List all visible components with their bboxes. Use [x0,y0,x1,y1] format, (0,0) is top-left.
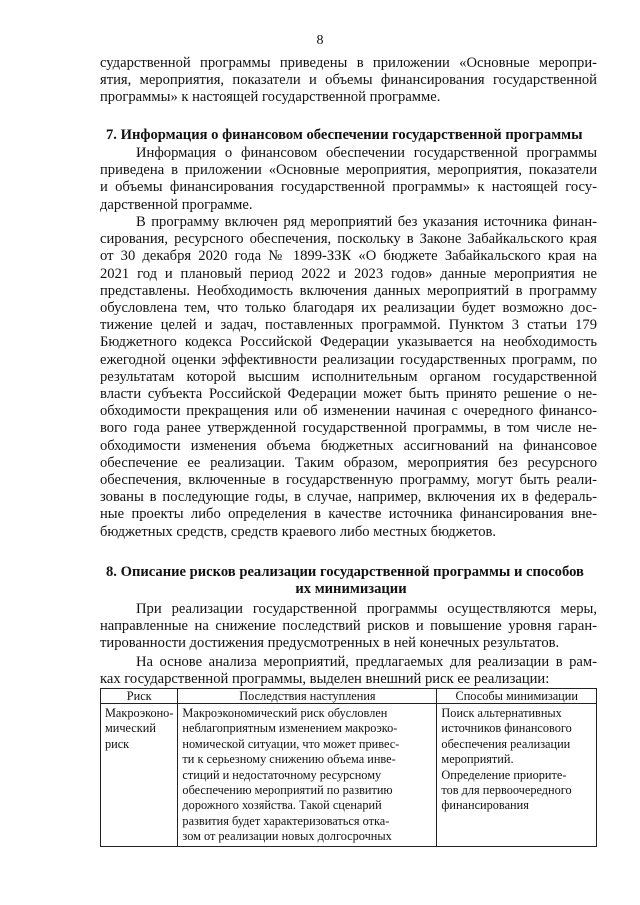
cell-line: неблагоприятным изменением макроэко- [182,721,398,736]
text-line: ежегодной оценки эффективности реализации государственных программ, по [100,351,597,368]
cell-line: ти к серьезному снижению объема инве- [182,752,396,767]
table-row [101,704,597,847]
cell-line: стиций и недостаточному ресурсному [182,767,382,782]
text-line: сирования, ресурсного обеспечения, поскольку в Законе Забайкальского края [100,231,597,248]
mitigation-cell [437,704,597,847]
text-line: тированности достижения предусмотренных в ней конечных результатов. [100,635,560,652]
text-line: ках государственной программы, выделен внешний риск ее реализации: [100,671,550,688]
heading-line: их минимизации [295,581,407,598]
text-line: бюджетных средств, средств краевого либо местных бюджетов. [100,523,497,540]
text-line: результатам которой высшим исполнительным органом государственной [100,368,597,385]
column-header-mitigation: Способы минимизации [437,689,597,704]
cell-line: обеспечения реализации [441,736,571,751]
risk-table [100,688,597,847]
cell-line: риск [105,736,130,751]
consequences-cell [178,704,437,847]
cell-line: тов для первоочередного [441,783,572,798]
text-line: зованы в последующие годы, в случае, например, включения их в федераль- [100,489,597,506]
text-line: сударственной программы приведены в приложении «Основные меропри- [100,55,597,71]
cell-line: источников финансового [441,721,572,736]
cell-line: развития будет характеризоваться отка- [182,813,390,828]
risk-cell [101,704,178,847]
text-line: власти субъекта Российской Федерации может быть принято решение о не- [100,386,597,403]
text-line: программы» к настоящей государственной программе. [100,89,441,106]
text-line: дарственной программе. [100,196,253,213]
column-header-consequences: Последствия наступления [178,689,437,704]
text-line: ятия, мероприятия, показатели и объемы финансирования государственной [100,72,597,89]
page-number: 8 [316,33,324,48]
section-8-paragraph-1 [100,601,597,653]
text-line: представлены. Необходимость включения данных мероприятий в программу [100,282,597,299]
text-line: обусловлена тем, что только благодаря их реализации будет возможно дос- [100,300,597,317]
cell-line: мический [105,721,156,736]
section-7-heading: 7. Информация о финансовом обеспечении государственной программы [106,127,583,143]
text-line: тижение целей и задач, поставленных программой. Пунктом 3 статьи 179 [100,317,597,334]
text-line: приведена в приложении «Основные мероприятия, мероприятия, показатели [100,162,597,179]
text-line: обходимости изменения объема бюджетных ассигнований на финансовое [100,437,597,454]
text-line: и объемы финансирования государственной программы» к настоящей госу- [100,179,597,196]
cell-line: зом от реализации новых долгосрочных [182,829,392,844]
cell-line: Макроэкономический риск обусловлен [182,706,388,720]
text-line: вого года ранее утвержденной государственной программы, в том числе не- [100,420,597,437]
text-line: Бюджетного кодекса Российской Федерации указывается на необходимость [100,334,597,351]
cell-line: дорожного хозяйства. Такой сценарий [182,798,382,813]
text-line: Информация о финансовом обеспечении государственной программы [136,145,597,161]
text-line: В программу включен ряд мероприятий без указания источника финан- [136,214,597,230]
text-line: 2021 год и плановый период 2022 и 2023 годов» данные мероприятия не [100,265,597,282]
table-header-row [101,689,597,704]
intro-paragraph [100,55,597,107]
text-line: обеспечения, включенные в государственную программу, могут быть реали- [100,472,597,489]
text-line: обеспечение ее реализации. Таким образом, мероприятия без ресурсного [100,454,597,471]
text-line: направленные на снижение последствий рисков и повышение уровня гаран- [100,618,597,635]
section-8-heading [106,564,596,598]
cell-line: Макроэконо- [105,706,174,720]
cell-line: номической ситуации, что может привес- [182,736,400,751]
cell-line: финансирования [441,798,529,813]
text-line: При реализации государственной программы осуществляются меры, [136,601,597,617]
section-8-paragraph-2 [100,654,597,688]
text-line: от 30 декабря 2020 года № 1899-ЗЗК «О бюджете Забайкальского края на [100,248,597,265]
cell-line: Определение приорите- [441,767,567,782]
cell-line: Поиск альтернативных [441,706,562,720]
section-7-paragraph-2 [100,214,597,541]
heading-line: 8. Описание рисков реализации государственной программы и способов [106,564,584,580]
section-7-paragraph-1 [100,145,597,214]
text-line: ные проекты либо определения в качестве источника финансирования вне- [100,506,597,523]
column-header-risk: Риск [101,689,178,704]
text-line: На основе анализа мероприятий, предлагаемых для реализации в рам- [136,654,597,670]
text-line: обходимости прекращения или об изменении начиная с очередного финансо- [100,403,597,420]
cell-line: мероприятий. [441,752,514,767]
cell-line: обеспечению мероприятий по развитию [182,783,393,798]
